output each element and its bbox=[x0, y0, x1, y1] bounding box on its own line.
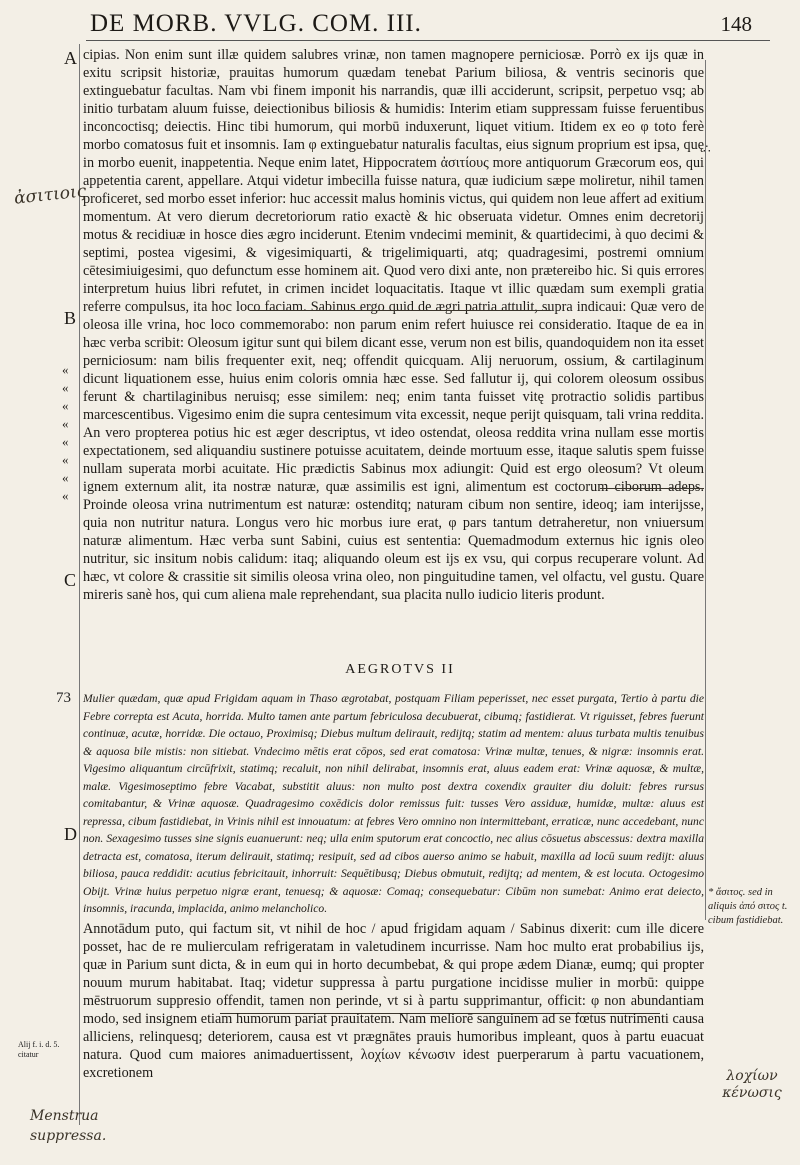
asterisk-mark: ∴ bbox=[703, 142, 711, 156]
marginal-letter-a: A bbox=[64, 48, 77, 68]
header-rule bbox=[86, 40, 770, 41]
handwritten-latin-note: Menstrua suppressa. bbox=[30, 1108, 107, 1144]
small-side-note: Alij f. i. d. 5. citatur bbox=[18, 1040, 60, 1059]
marginal-letter-b: B bbox=[64, 308, 77, 328]
quote-mark: « bbox=[62, 488, 69, 503]
quote-mark: « bbox=[62, 452, 69, 467]
main-commentary-text: cipias. Non enim sunt illæ quidem salubres vrinæ, non tamen magnopere perniciosæ. Porrò ex ijs quæ in exitu scripsit historiæ, prauitas humorum quædam tenebat Parium biliosa, & ventris secinoris que extinguebatur facultas. Nam vbi finem imponit his narrandis, quæ illi acciderunt, scripsit, perpetuo vsq; ab initio turbatam aluum fuisse, deiectionibus biliosis & humidis: Interim etiam suppressam fuisse feruentibus inconcoctisq; deiectis. Hinc tibi humorum, qui morbū induxerunt, liquet vitium. Itidem ex eo φ toto ferè morbo comatosus fuit et insomnis. Iam φ extinguebatur naturalis facultas, eius signum proprium est ipsa, quę in morbo euenit, inappetentia. Neque enim latet, Hippocratem ἀσιτίους more antiquorum Græcorum eos, qui appetentia carent, appellare. Atqui videtur imbecilla fuisse natura, quæ iudicium sæpe moliretur, nihil tamen proficeret, sed morbo esset inferior: huc accessit malus hominis victus, qui quidem non leue affert ad exitium momentum. At vero dierum decretoriorum ratio exactè & hic obseruata videtur. Omnes enim decretorij motus & recidiuæ in hosce dies ægro inciderunt. Etenim vndecimi meminit, & quartidecimi, à quo decimi & septimi, postea vigesimi, & vigesimiquarti, & trigelimiquarti, atq; quadragesimi, postremi omnium cētesimiuigesimi, quo defunctum esse hominem ait. Quod vero dixi ante, non prætereibo hic. Si quis errores interpretum huius libri refutet, in crimen incidet loquacitatis. Itaque vt illic quædam sum exempli gratia referre compulsus, ita hoc loco faciam. Sabinus ergo quid de ægri patria attulit, supra indicaui: Quæ vero de oleosa ille vrina, hoc loco commemorabo: non parum enim refert huiusce rei consideratio. Itaque de ea in hæc verba scribit: Oleosum igitur sunt qui bilem dicant esse, verum non est bilis, quandoquidem non ita esset perniciosum: nam bilis frequenter exit, neq; offendit quicquam. Alij neruorum, ossium, & cartilaginum dicunt liquationem esse, huius enim coloris omnia hæc esse. Sed fallutur ij, qui colorem oleosum ossibus ferunt & chartilaginibus neruisq; esse similem: neq; enim tanta fuisset vitę protractio solidis partibus marcescentibus. Vigesimo enim die supra centesimum vita excessit, neque perijt quisquam, tali vrina reddita. An vero propterea potius hic est æger descriptus, vt ideo ostendat, oleosa reddita vrina nullam esse mortis expectationem, sed aliquandiu sustinere potuisse acuitatem, deinde mortuum esse, itaque salutis spem fuisse nullam superata morbi acuitate. Hic prædictis Sabinus mox adiungit: Quid est ergo oleosum? Vt oleum ignem externum alit, ita nostræ naturæ, quæ assimilis est igni, alimentum est coctorum ciborum adeps. Proinde oleosa vrina nutrimentum est naturæ: ostenditq; naturam cibum non sentire, ideoq; iam interijsse, quia non nutritur natura. Longus vero hic morbus iure erat, φ pars tantum detraheretur, non vniuersum naturæ alimentum. Hæc verba sunt Sabini, cuius est sententia: Quemadmodum externus hic ignis oleo nutritur, sic insitum nobis calidum: itaq; aliquando oleum est ijs ex vsu, qui corpus recuperare volunt. Ad hæc, vt colore & crassitie sit similis oleosa vrina oleo, non pinguitudine tamen, vel olfactu, vel gustu. Quare mireris sanè hos, qui cum aliena male reprehendant, sua placita nullo iudicio literis produnt. bbox=[83, 47, 704, 603]
ink-underline bbox=[250, 310, 550, 311]
quote-mark: « bbox=[62, 362, 69, 377]
running-head bbox=[90, 8, 760, 42]
quote-mark: « bbox=[62, 434, 69, 449]
quote-mark: « bbox=[62, 398, 69, 413]
quote-mark: « bbox=[62, 470, 69, 485]
handwritten-greek-note: ἀσιτιοις bbox=[13, 181, 88, 209]
page-number: 148 bbox=[720, 12, 752, 36]
annotation-text: Annotādum puto, qui factum sit, vt nihil de hoc / apud frigidam aquam / Sabinus dixerit: cum ille dicere posset, hac de re mulierculam refrigeratam in valetudinem incurrisse. Nam hoc multo erat probabilius ijs, quæ in Parium sunt dicta, & in eum qui in horto decumbebat, & qui prope ædem Dianæ, eumq; qui propter nouum murum habitabat. Itaq; videtur suppressa à partu purgatione incidisse mulier in morbū: quippe mēstruorum suppresio offendit, tamen non perinde, vt si à partu supprimantur, officit: φ non abundantiam modo, sed insignem etiam humorum pariat prauitatem. Nam meliorē sanguinem ad se fœtus nutrimenti causa alliciens, relinquesq; deteriorem, causa est vt prægnātes prauis humoribus impleant, quos à partu euacuat natura. Quod cum maiores animaduertissent, λοχίων κένωσιν idest puerperarum à partu vacuationem, excretionem bbox=[83, 921, 704, 1081]
case-number: 73 bbox=[56, 690, 71, 706]
greek-side-note: * ἄσιτος. sed in aliquis ἀπό σιτος t. cibum fastidiebat. bbox=[708, 887, 788, 926]
section-heading: AEGROTVS II bbox=[345, 662, 455, 677]
quote-mark: « bbox=[62, 380, 69, 395]
hippocratic-case-text: Mulier quædam, quæ apud Frigidam aquam in Thaso ægrotabat, postquam Filiam peperisset, nec esset purgata, Tertio à partu die Febre correpta est Acuta, horrida. Multo tamen ante partum febriculosa decubuerat, cibumq; fastidierat. Vt riguisset, febres fuerunt continuæ, acutæ, horridæ. Die octauo, Proximisq; Diebus multum delirauit, redijtq; statim ad mentem: aluus turbata multis tenuibus & aquosa bile mistis: non sitiebat. Vndecimo mētis erat cōpos, sed erat comatosa: Vrinæ multæ, tenues, & nigræ: insomnis erat. Vigesimo aliquantum circūfrixit, statimq; recaluit, non nihil delirabat, insomnis erat, aluus eadem erat: Vrinæ aquosæ, & multæ, malæ. Vigesimoseptimo febre Vacabat, substitit aluus: non multo post dextra coxendix grauiter diu doluit: febres rursus comitabantur, & Vrinæ aquosæ. Quadragesimo coxēdicis dolor remissus fuit: tusses Vero assiduæ, humidæ, multæ: aluus est repressa, cibum fastidiebat, in Vrinis nihil est innouatum: at febres Vero omnino non intermittebant, erraticæ, nunc accedebant, nunc non. Sexagesimo tusses sine signis euanuerunt: neq; ulla enim sputorum erat concoctio, nec alius cōsuetus abscessus: dextra maxilla detracta est, comatosa, iterum delirauit, statimq; resipuit, sed ad cibos auerso animo se habuit, maxilla ad locū suum redijt: aluus biliosa, pauca reddidit: acutius febricitauit, inhorruit: Sequētibusq; Diebus obmutuit, redijtq; ad mentem, & est locuta. Octogesimo Obijt. Vrinæ huius perpetuo nigræ erant, tenuesq; & aquosæ: Comaq; consequebatur: Cibūm non sumebat: Animo erat deiecto, insomnis, iracunda, implacida, animo melancholico. bbox=[83, 692, 704, 915]
left-column-rule bbox=[79, 44, 80, 1125]
marginal-letter-d: D bbox=[64, 824, 77, 844]
ink-underline bbox=[600, 488, 704, 489]
quote-mark: « bbox=[62, 416, 69, 431]
running-title: DE MORB. VVLG. COM. III. bbox=[90, 10, 422, 37]
marginal-letter-c: C bbox=[64, 570, 77, 590]
handwritten-greek-note-bottom: λοχίων κένωσις bbox=[722, 1068, 782, 1101]
right-column-rule bbox=[705, 60, 706, 920]
